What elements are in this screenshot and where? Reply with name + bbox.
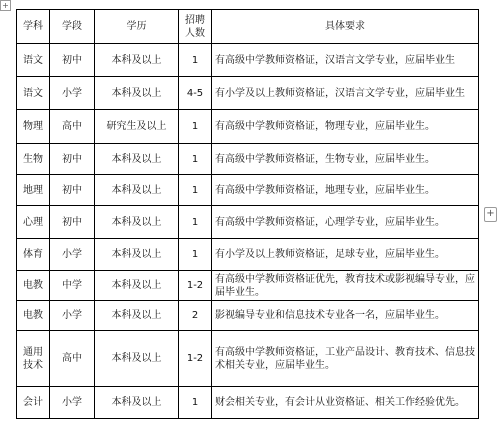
table-header-row	[17, 10, 479, 44]
cell-stage: 初中	[50, 144, 95, 175]
add-column-icon[interactable]: +	[484, 207, 497, 222]
header-subject: 学科	[17, 10, 50, 44]
recruitment-table	[16, 9, 479, 419]
cell-stage: 初中	[50, 44, 95, 77]
cell-stage: 高中	[50, 331, 95, 387]
table-row	[17, 387, 479, 419]
cell-subject: 语文	[17, 44, 50, 77]
cell-count: 1	[179, 144, 212, 175]
cell-requirements: 有小学及以上教师资格证，足球专业，应届毕业生。	[212, 239, 479, 271]
cell-count: 1	[179, 239, 212, 271]
cell-stage: 初中	[50, 206, 95, 239]
cell-requirements: 有小学及以上教师资格证，汉语言文学专业，应届毕业生	[212, 77, 479, 110]
cell-subject: 地理	[17, 175, 50, 206]
cell-education: 本科及以上	[95, 77, 179, 110]
cell-education: 本科及以上	[95, 301, 179, 331]
table-row	[17, 77, 479, 110]
cell-subject: 生物	[17, 144, 50, 175]
cell-stage: 高中	[50, 110, 95, 144]
cell-requirements: 影视编导专业和信息技术专业各一名，应届毕业生。	[212, 301, 479, 331]
cell-requirements: 有高级中学教师资格证，地理专业，应届毕业生。	[212, 175, 479, 206]
cell-requirements: 有高级中学教师资格证，心理学专业，应届毕业生。	[212, 206, 479, 239]
cell-count: 1	[179, 387, 212, 419]
cell-education: 本科及以上	[95, 44, 179, 77]
cell-requirements: 有高级中学教师资格证，汉语言文学专业，应届毕业生	[212, 44, 479, 77]
cell-count: 2	[179, 301, 212, 331]
cell-education: 本科及以上	[95, 175, 179, 206]
cell-subject: 电教	[17, 271, 50, 301]
cell-subject: 心理	[17, 206, 50, 239]
header-requirements: 具体要求	[212, 10, 479, 44]
cell-subject: 语文	[17, 77, 50, 110]
cell-count: 1	[179, 175, 212, 206]
cell-subject: 物理	[17, 110, 50, 144]
table-row	[17, 301, 479, 331]
header-count: 招聘人数	[179, 10, 212, 44]
cell-count: 1	[179, 206, 212, 239]
cell-education: 本科及以上	[95, 387, 179, 419]
table-row	[17, 44, 479, 77]
cell-requirements: 有高级中学教师资格证优先，教育技术或影视编导专业，应届毕业生。	[212, 271, 479, 301]
cell-education: 本科及以上	[95, 271, 179, 301]
cell-subject: 会计	[17, 387, 50, 419]
table-row	[17, 110, 479, 144]
cell-subject: 电教	[17, 301, 50, 331]
cell-requirements: 财会相关专业，有会计从业资格证、相关工作经验优先。	[212, 387, 479, 419]
cell-count: 1	[179, 110, 212, 144]
cell-stage: 小学	[50, 301, 95, 331]
cell-education: 本科及以上	[95, 239, 179, 271]
cell-stage: 初中	[50, 175, 95, 206]
cell-education: 本科及以上	[95, 206, 179, 239]
cell-stage: 小学	[50, 387, 95, 419]
cell-requirements: 有高级中学教师资格证，物理专业，应届毕业生。	[212, 110, 479, 144]
cell-education: 研究生及以上	[95, 110, 179, 144]
cell-count: 1	[179, 44, 212, 77]
cell-count: 1-2	[179, 331, 212, 387]
cell-stage: 小学	[50, 77, 95, 110]
cell-education: 本科及以上	[95, 331, 179, 387]
cell-subject: 体育	[17, 239, 50, 271]
cell-count: 4-5	[179, 77, 212, 110]
table-row	[17, 331, 479, 387]
cell-subject: 通用技术	[17, 331, 50, 387]
table-row	[17, 144, 479, 175]
table-row	[17, 239, 479, 271]
table-row	[17, 206, 479, 239]
table-row	[17, 271, 479, 301]
header-stage: 学段	[50, 10, 95, 44]
cell-requirements: 有高级中学教师资格证，工业产品设计、教育技术、信息技术相关专业，应届毕业生。	[212, 331, 479, 387]
cell-count: 1-2	[179, 271, 212, 301]
cell-education: 本科及以上	[95, 144, 179, 175]
cell-stage: 中学	[50, 271, 95, 301]
table-row	[17, 175, 479, 206]
cell-requirements: 有高级中学教师资格证，生物专业，应届毕业生。	[212, 144, 479, 175]
header-education: 学历	[95, 10, 179, 44]
cell-stage: 小学	[50, 239, 95, 271]
table-move-handle-icon[interactable]: +	[0, 0, 11, 11]
